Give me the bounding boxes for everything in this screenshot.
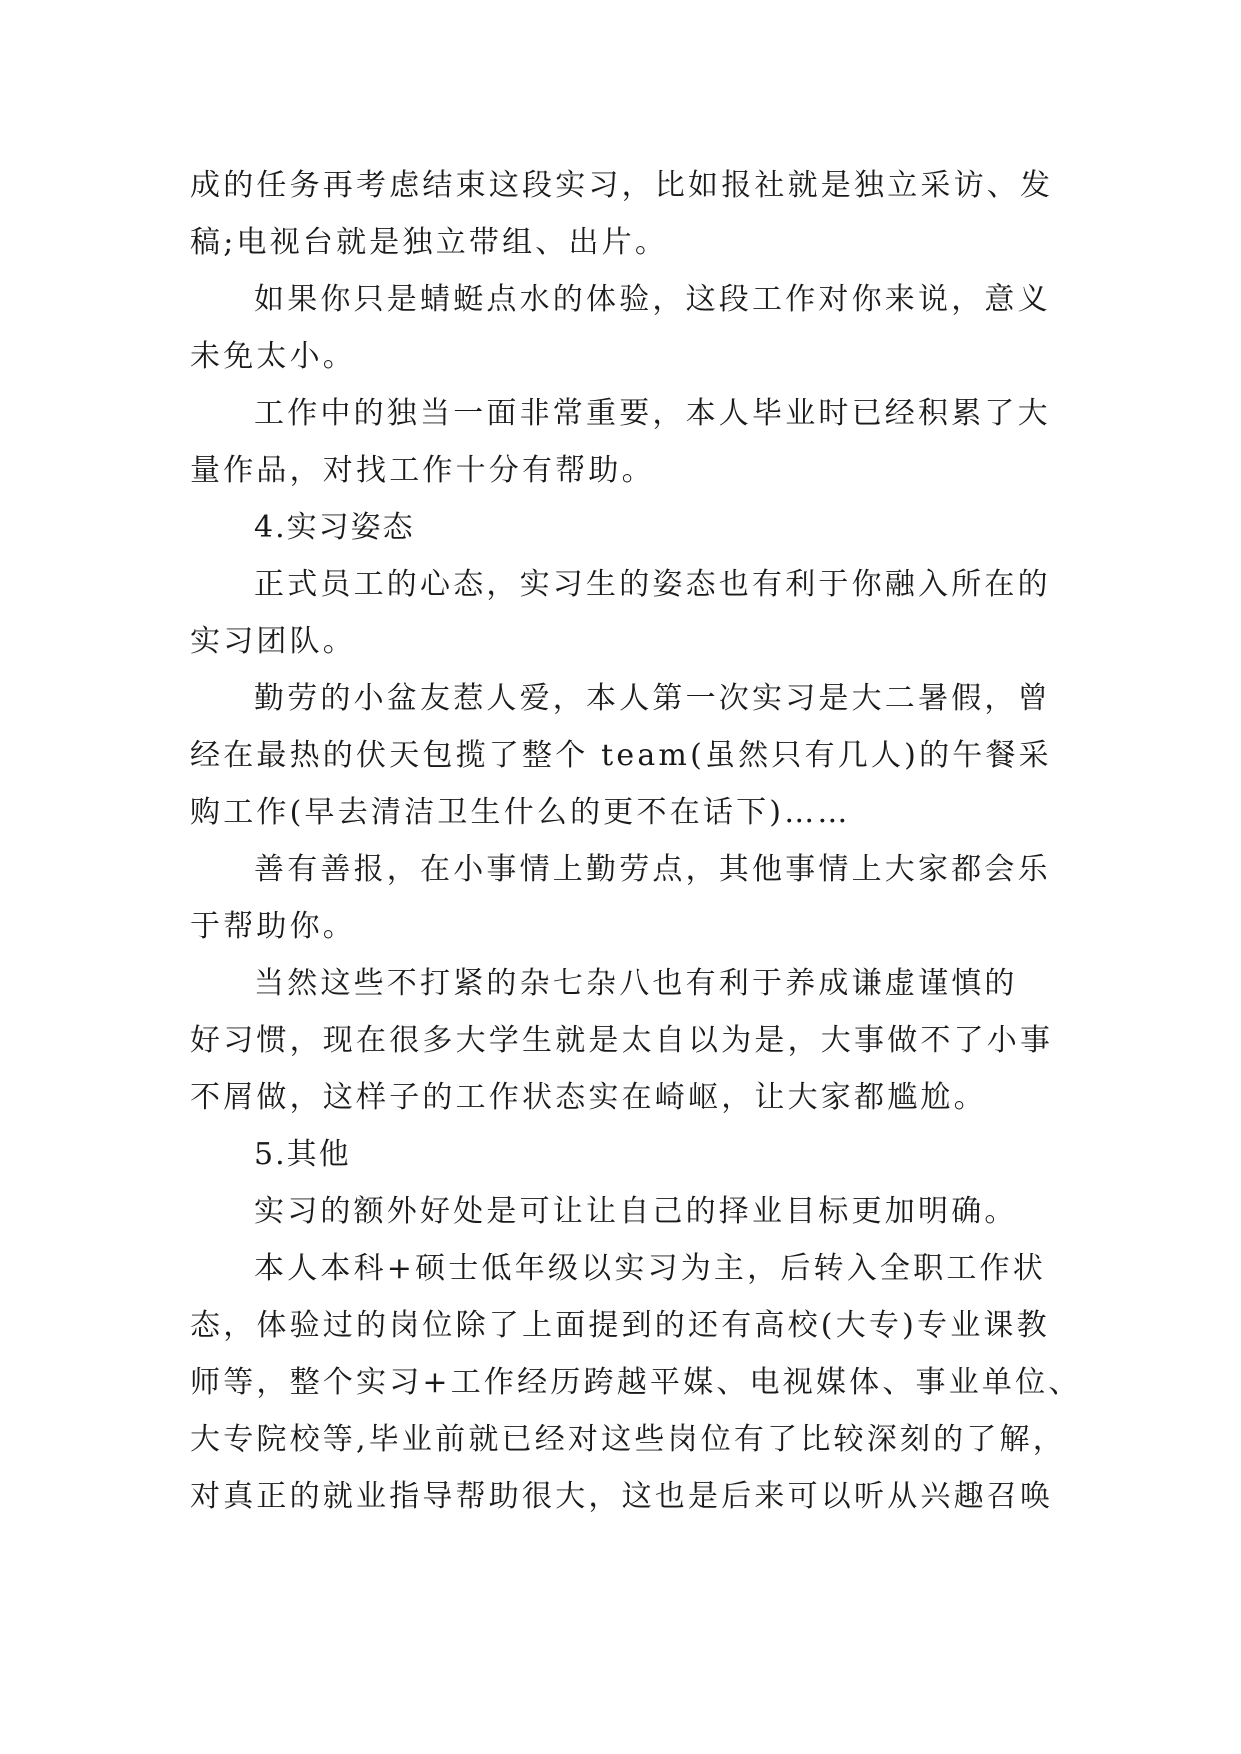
paragraph-start: 勤劳的小盆友惹人爱，本人第一次实习是大二暑假，曾 — [254, 681, 1051, 716]
text-line: 量作品，对找工作十分有帮助。 — [190, 453, 655, 488]
paragraph-start: 实习的额外好处是可让让自己的择业目标更加明确。 — [254, 1194, 1018, 1229]
text-line: 成的任务再考虑结束这段实习，比如报社就是独立采访、发 — [190, 168, 1054, 203]
paragraph-start: 工作中的独当一面非常重要，本人毕业时已经积累了大 — [254, 396, 1051, 431]
text-line: 对真正的就业指导帮助很大，这也是后来可以听从兴趣召唤 — [190, 1479, 1054, 1514]
paragraph-start: 善有善报，在小事情上勤劳点，其他事情上大家都会乐 — [254, 852, 1051, 887]
text-line: 未免太小。 — [190, 339, 356, 374]
text-line: 大专院校等,毕业前就已经对这些岗位有了比较深刻的了解， — [190, 1422, 1066, 1457]
section-heading: 4.实习姿态 — [254, 510, 415, 545]
section-heading: 5.其他 — [254, 1137, 351, 1172]
text-line: 不屑做，这样子的工作状态实在崎岖，让大家都尴尬。 — [190, 1080, 987, 1115]
text-line: 购工作(早去清洁卫生什么的更不在话下)…… — [190, 795, 851, 830]
text-line: 经在最热的伏天包揽了整个 team(虽然只有几人)的午餐采 — [190, 738, 1052, 773]
paragraph-start: 如果你只是蜻蜓点水的体验，这段工作对你来说，意义 — [254, 282, 1051, 317]
text-line: 师等，整个实习+工作经历跨越平媒、电视媒体、事业单位、 — [190, 1365, 1082, 1400]
text-line: 于帮助你。 — [190, 909, 356, 944]
text-line: 实习团队。 — [190, 624, 356, 659]
paragraph-start: 正式员工的心态，实习生的姿态也有利于你融入所在的 — [254, 567, 1051, 602]
paragraph-start: 当然这些不打紧的杂七杂八也有利于养成谦虚谨慎的 — [254, 966, 1018, 1001]
text-line: 稿;电视台就是独立带组、出片。 — [190, 225, 669, 260]
text-line: 态，体验过的岗位除了上面提到的还有高校(大专)专业课教 — [190, 1308, 1050, 1343]
paragraph-start: 本人本科+硕士低年级以实习为主，后转入全职工作状 — [254, 1251, 1046, 1286]
text-line: 好习惯，现在很多大学生就是太自以为是，大事做不了小事 — [190, 1023, 1054, 1058]
